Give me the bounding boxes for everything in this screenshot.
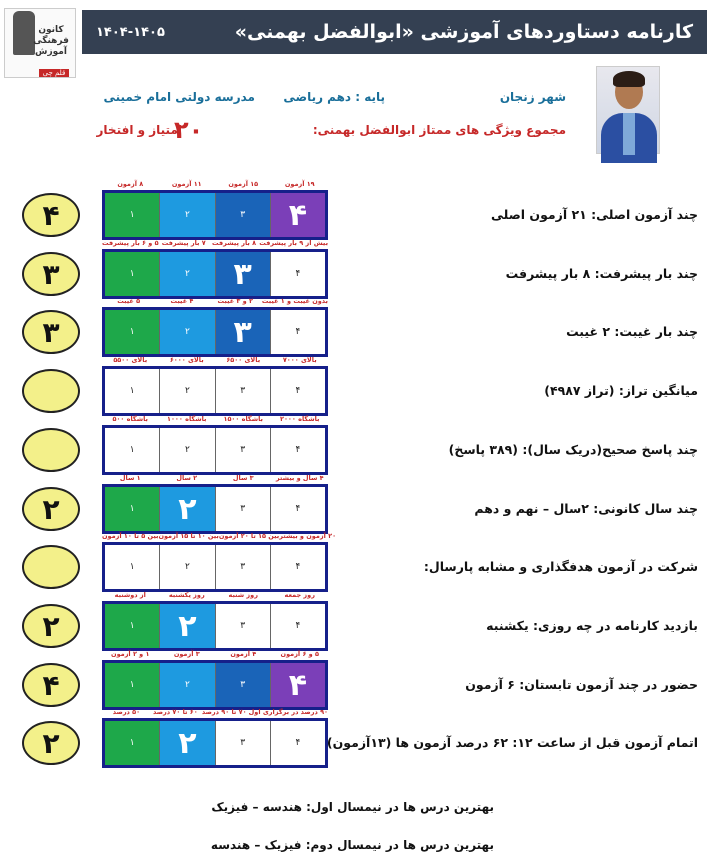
- level-cell: ۴: [270, 545, 325, 589]
- level-cell: ۲: [159, 663, 214, 707]
- level-cell: ۳: [215, 428, 270, 472]
- level-cell: ۳: [215, 663, 270, 707]
- level-caption: ۲ و ۳ غیبت: [217, 297, 253, 305]
- features-label: مجموع ویژگی های ممتاز ابوالفضل بهمنی:: [312, 123, 566, 137]
- level-cell: ۳: [215, 252, 270, 296]
- row-score-circle: ۲: [22, 721, 80, 765]
- level-caption: ۶۰ تا ۷۰ درصد: [152, 708, 198, 716]
- row-label: میانگین تراز: (تراز ۴۹۸۷): [544, 383, 698, 398]
- academic-year: ۱۴۰۴-۱۴۰۵: [96, 24, 165, 40]
- level-caption: باشگاه ۵۰۰: [112, 415, 148, 423]
- level-cell: ۴: [270, 369, 325, 413]
- level-caption: ۱۵ آزمون: [228, 180, 259, 188]
- logo-text: کانون فرهنگی آموزش: [33, 25, 69, 57]
- report-title: کارنامه دستاوردهای آموزشی «ابوالفضل بهمنی»: [234, 21, 693, 43]
- row-captions: [102, 297, 328, 305]
- level-grid: [102, 484, 328, 534]
- level-cell: ۴: [270, 604, 325, 648]
- level-cell: ۴: [270, 663, 325, 707]
- row-captions: [102, 591, 328, 599]
- row-captions: [102, 532, 337, 540]
- level-caption: از دوشنبه: [114, 591, 146, 599]
- level-cell: ۳: [215, 545, 270, 589]
- level-caption: ۵ غیبت: [117, 297, 141, 305]
- level-grid: [102, 660, 328, 710]
- level-caption: ۲ سال: [176, 474, 198, 482]
- row-score-circle: ۴: [22, 193, 80, 237]
- level-cell: ۲: [159, 369, 214, 413]
- level-caption: بالای ۷۰۰۰: [282, 356, 317, 364]
- level-cell: ۴: [270, 487, 325, 531]
- row-captions: [102, 708, 328, 716]
- row-score-circle: ۲: [22, 487, 80, 531]
- level-grid: [102, 249, 328, 299]
- level-caption: ۳ آزمون: [173, 650, 200, 658]
- level-cell: ۲: [159, 545, 214, 589]
- row-label: چند آزمون اصلی: ۲۱ آزمون اصلی: [490, 207, 698, 222]
- row-score-circle: ۴: [22, 663, 80, 707]
- level-cell: ۲: [159, 310, 214, 354]
- level-cell: ۱: [105, 721, 159, 765]
- logo-badge: قلم چی: [39, 69, 69, 77]
- level-cell: ۱: [105, 604, 159, 648]
- row-captions: [102, 474, 328, 482]
- level-caption: بین ۱۵ تا ۲۰ آزمون: [218, 532, 280, 540]
- student-grade: پایه : دهم ریاضی: [283, 90, 385, 104]
- level-cell: ۴: [270, 721, 325, 765]
- level-cell: ۲: [159, 428, 214, 472]
- level-cell: ۲: [159, 487, 214, 531]
- row-label: بازدید کارنامه در چه روزی: یکشنبه: [486, 618, 698, 633]
- row-score-circle: [22, 369, 80, 413]
- level-caption: بین ۱۰ تا ۱۵ آزمون: [158, 532, 219, 540]
- level-cell: ۳: [215, 721, 270, 765]
- row-score-circle: ۲: [22, 604, 80, 648]
- level-caption: بدون غیبت و ۱ غیبت: [261, 297, 328, 305]
- title-bar: [82, 10, 707, 54]
- level-cell: ۳: [215, 193, 270, 237]
- level-grid: [102, 307, 328, 357]
- level-caption: ۵ و ۶ آزمون: [280, 650, 319, 658]
- level-cell: ۲: [159, 604, 214, 648]
- row-label: چند بار غیبت: ۲ غیبت: [566, 324, 698, 339]
- level-caption: روز شنبه: [228, 591, 258, 599]
- row-score-circle: [22, 428, 80, 472]
- total-score: ۲۰: [174, 116, 204, 144]
- level-cell: ۴: [270, 428, 325, 472]
- level-caption: بالای ۵۵۰۰: [113, 356, 148, 364]
- level-grid: [102, 718, 328, 768]
- level-caption: باشگاه ۱۰۰۰: [167, 415, 207, 423]
- level-cell: ۴: [270, 193, 325, 237]
- level-grid: [102, 601, 328, 651]
- level-cell: ۲: [159, 721, 214, 765]
- level-caption: بالای ۶۰۰۰: [169, 356, 204, 364]
- level-caption: ۸ بار پیشرفت: [212, 239, 257, 247]
- level-grid: [102, 425, 328, 475]
- row-score-circle: ۳: [22, 310, 80, 354]
- level-caption: ۲۰ آزمون و بیشتر: [279, 532, 337, 540]
- level-cell: ۱: [105, 663, 159, 707]
- level-cell: ۱: [105, 369, 159, 413]
- level-caption: ۴ غیبت: [170, 297, 194, 305]
- row-label: اتمام آزمون قبل از ساعت ۱۲: ۶۲ درصد آزمون ها (۱۳آزمون): [326, 735, 698, 750]
- level-caption: ۴ آزمون: [230, 650, 257, 658]
- row-captions: [102, 180, 328, 188]
- level-caption: ۹۰ درصد در برگزاری اول: [248, 708, 328, 716]
- level-caption: ۱ سال: [119, 474, 141, 482]
- level-grid: [102, 542, 328, 592]
- level-caption: ۳ سال: [232, 474, 254, 482]
- level-cell: ۴: [270, 310, 325, 354]
- score-label: امتیاز و افتخار: [96, 123, 182, 137]
- kanoon-logo: [4, 8, 76, 78]
- level-caption: ۷ بار پیشرفت: [161, 239, 206, 247]
- row-label: چند پاسخ صحیح(دریک سال): (۳۸۹ پاسخ): [448, 442, 698, 457]
- level-cell: ۱: [105, 310, 159, 354]
- level-grid: [102, 366, 328, 416]
- level-cell: ۱: [105, 487, 159, 531]
- level-cell: ۱: [105, 428, 159, 472]
- level-cell: ۲: [159, 252, 214, 296]
- level-caption: ۱ و ۲ آزمون: [111, 650, 150, 658]
- row-captions: [102, 650, 328, 658]
- level-cell: ۳: [215, 604, 270, 648]
- level-caption: روز جمعه: [284, 591, 315, 599]
- level-caption: بیش از ۹ بار پیشرفت: [259, 239, 329, 247]
- row-captions: [102, 356, 328, 364]
- row-score-circle: ۳: [22, 252, 80, 296]
- row-captions: [102, 239, 328, 247]
- level-caption: ۴ سال و بیشتر: [275, 474, 324, 482]
- student-school: مدرسه دولتی امام خمینی: [103, 90, 255, 104]
- best-subjects-term1: بهترین درس ها در نیمسال اول: هندسه – فیزیک: [211, 800, 494, 814]
- student-city: شهر زنجان: [499, 90, 566, 104]
- row-label: شرکت در آزمون هدفگذاری و مشابه پارسال:: [423, 559, 698, 574]
- level-grid: [102, 190, 328, 240]
- best-subjects-term2: بهترین درس ها در نیمسال دوم: فیزیک – هندسه: [210, 838, 494, 852]
- level-cell: ۲: [159, 193, 214, 237]
- level-caption: ۱۱ آزمون: [171, 180, 202, 188]
- level-cell: ۳: [215, 369, 270, 413]
- level-caption: باشگاه ۱۵۰۰: [223, 415, 263, 423]
- level-cell: ۳: [215, 487, 270, 531]
- row-label: چند سال کانونی: ۲سال – نهم و دهم: [474, 501, 698, 516]
- level-caption: بالای ۶۵۰۰: [226, 356, 261, 364]
- level-caption: روز یکشنبه: [168, 591, 205, 599]
- row-captions: [102, 415, 328, 423]
- level-cell: ۳: [215, 310, 270, 354]
- level-caption: ۷۰ تا ۹۰ درصد: [201, 708, 247, 716]
- level-caption: بین ۵ تا ۱۰ آزمون: [102, 532, 159, 540]
- level-caption: باشگاه ۲۰۰۰: [280, 415, 320, 423]
- level-cell: ۱: [105, 252, 159, 296]
- level-cell: ۱: [105, 193, 159, 237]
- row-label: چند بار پیشرفت: ۸ بار پیشرفت: [505, 266, 698, 281]
- level-caption: ۵۰ درصد: [112, 708, 141, 716]
- level-caption: ۸ آزمون: [117, 180, 144, 188]
- student-photo: [596, 66, 660, 154]
- level-caption: ۵ و ۶ بار پیشرفت: [102, 239, 159, 247]
- level-caption: ۱۹ آزمون: [284, 180, 315, 188]
- row-label: حضور در چند آزمون تابستان: ۶ آزمون: [465, 677, 698, 692]
- level-cell: ۴: [270, 252, 325, 296]
- row-score-circle: [22, 545, 80, 589]
- level-cell: ۱: [105, 545, 159, 589]
